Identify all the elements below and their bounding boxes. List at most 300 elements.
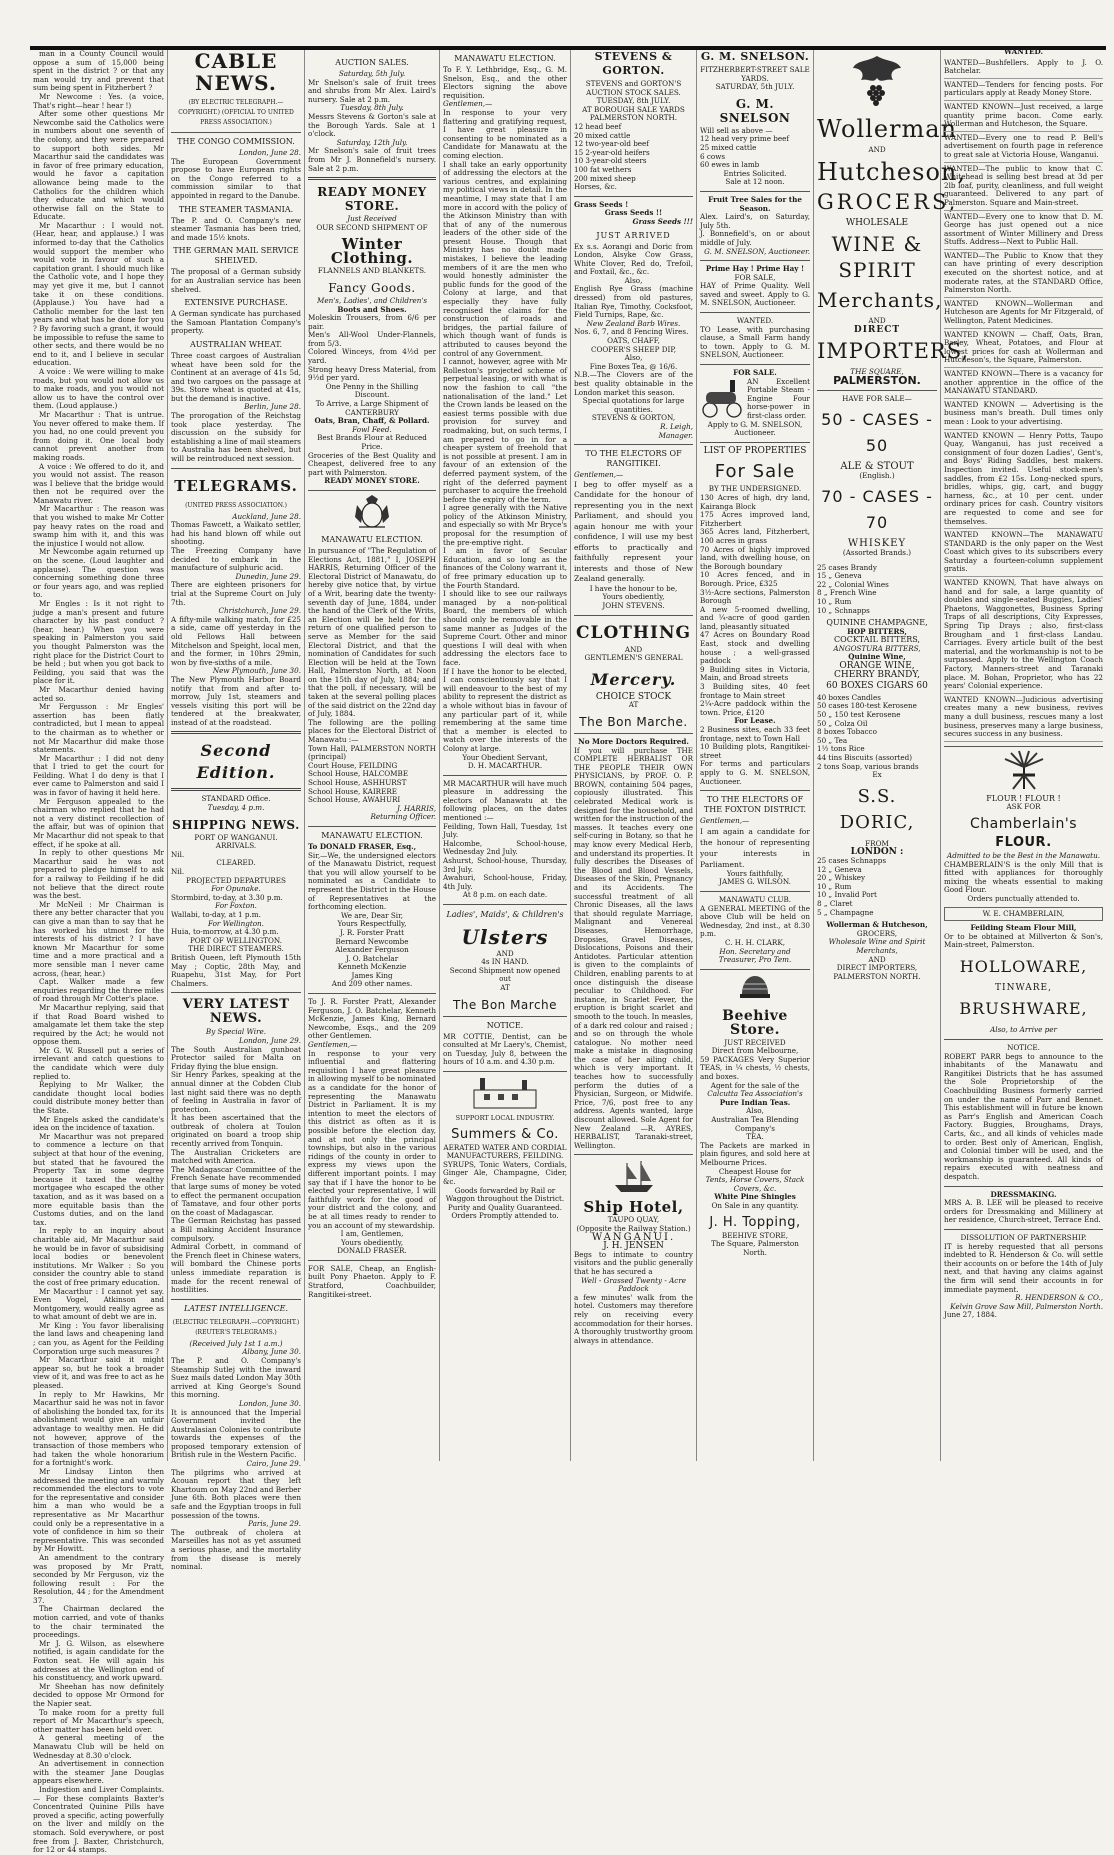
list-item: 2¼-Acre paddock within the town. Price, £120	[700, 699, 810, 717]
ad-line: GENTLEMEN'S GENERAL	[584, 653, 683, 663]
closing: Yours obediently,	[340, 1237, 404, 1247]
ad-line: Alex. Laird's, on Saturday, July 5th.	[700, 212, 810, 230]
stock-list	[700, 135, 810, 169]
ad-line: HOP BITTERS,	[847, 626, 907, 636]
ad-line: ASK FOR	[1006, 802, 1041, 812]
ad-line: Tents, Horse Covers, Stack Covers, &c.	[705, 1175, 805, 1193]
report-paragraph: Replying to Mr Walker, the candidate thought local bodies could distribute money better than the State.	[33, 1080, 164, 1116]
news-paragraph: The prorogation of the Reichstag took place yesterday. The discussion on the subsidy for establishing a line of mail steamers to Australia has been shelved, but will be reintroduced next session.	[171, 411, 301, 464]
ad-line: Just Received	[347, 214, 397, 224]
shipping-dest: For Wellington.	[208, 918, 264, 928]
shipping-line: British Queen, left Plymouth 15th May ; Coptic, 28th May, and Ruapehu, 31st May, for Port Chalmers.	[171, 952, 301, 988]
section-label: ARRIVALS.	[215, 841, 257, 851]
report-paragraph: Mr McNeil : Mr Chairman is there any better character that you can give a man than to say that he has worked his utmost for the interests of his district ? I have known Mr Macarthur for some time and a more practical and a more sensible man I never came across, (hear, hear.)	[33, 899, 164, 978]
news-subhead: (UNITED PRESS ASSOCIATION.)	[185, 501, 287, 509]
auction-text: Mr Snelson's sale of fruit trees from Mr J. Bonnefield's nursery. Sale at 2 p.m.	[308, 146, 436, 173]
telegrams-heading: TELEGRAMS.	[174, 476, 298, 495]
grocers-heading: GROCERS,	[817, 189, 959, 214]
signature: G. M. SNELSON, Auctioneer.	[704, 246, 810, 256]
cable-news-heading: CABLE NEWS.	[194, 49, 278, 95]
ad-line: STEVENS and GORTON'S	[585, 79, 682, 88]
ad-text: English Rye Grass (machine dressed) from old pastures, Italian Rye, Timothy, Cocksfoot, Field Turnips, Rape, &c.	[574, 284, 693, 320]
news-paragraph: It has been ascertained that the outbreak of cholera at Toulon originated on board a troop ship recently arrived from Tonquin.	[171, 1113, 301, 1149]
meeting-line: Awahuri, School-house, Friday, 4th July.	[443, 873, 567, 891]
chamberlain-heading: Chamberlain's	[970, 815, 1077, 832]
beehive-icon	[738, 974, 772, 1004]
ad-text: TO Lease, with purchasing clause, a Small Farm handy to town. Apply to G. M. SNELSON, Auctioneer.	[700, 324, 810, 360]
ad-line: (Assorted Brands.)	[842, 547, 912, 557]
election-heading: MANAWATU ELECTION.	[454, 54, 556, 63]
ad-line: Moleskin Trousers, from 6/6 per pair.	[308, 313, 436, 331]
ad-text: CHAMBERLAIN'S is the only Mill that is fitted with appliances for thoroughly mixing the wheats essential to making Good Flour.	[944, 859, 1103, 895]
list-item: WANTED KNOWN — Advertising is the business man's breath. Dull times only mean : Look to your advertising.	[944, 399, 1103, 430]
wine-spirit-heading: WINE & SPIRIT	[831, 232, 923, 283]
list-item: 2 tons Soap, various brands	[817, 761, 919, 771]
list-item: 10 „ Schnapps	[817, 605, 870, 615]
letter-text: I am in favor of Secular Education, and so long as the finances of the Colony warrant it, of free primary education up to the Fourth Standard.	[443, 546, 567, 590]
closing: Yours faithfully,	[726, 868, 784, 878]
meeting-line: Halcombe, School-house, Wednesday 2nd July.	[443, 838, 567, 857]
ad-line: AT	[628, 700, 639, 710]
ad-line: CHOICE STOCK	[595, 691, 672, 702]
notice-heading: NOTICE.	[486, 1020, 524, 1030]
list-item: 15 „ Geneva	[817, 571, 862, 581]
ad-line: Groceries of the Best Quality and Cheapest, delivered free to any part with Palmerston.	[308, 450, 436, 477]
signature-title: Hon. Secretary and Treasurer, Pro Tem.	[718, 946, 792, 965]
list-item: Horses, &c.	[574, 182, 617, 192]
report-paragraph: Mr Macarthur : I would not. (Hear, hear, and applause.) I was informed to-day that the Catholics would support the member who would vote in favour of such a capitation grant. I should much like the Catholic vote, and I hope they may yet give it me, but I cannot take it on these conditions. (Applause.) You have had a Catholic member for the last ten years and what has he done for you ? By favoring such a grant, it would be impossible to refuse the same to other sects, and there would be no end to it, and I believe in secular education.	[33, 220, 164, 368]
ad-text: N.B.—The Clovers are of the best quality obtainable in the London market this season.	[574, 370, 693, 397]
ad-line: CANTERBURY	[345, 407, 399, 417]
report-paragraph: Mr Macarthur : I cannot yet say. Even Vogel, Atkinson and Montgomery, would really agree as to what amount of debt we are in.	[33, 1286, 164, 1322]
ad-line: BEEHIVE STORE,	[721, 1230, 789, 1240]
news-paragraph: A fifty-mile walking match, for £25 a side, came off yesterday in the old Fellows Hall between Mitchelson and Speight, local men, and the former, in 10hrs 29min, won by five-sixths of a mile.	[171, 614, 301, 667]
report-paragraph: Mr Macarthur was not prepared to commence a lecture on that subject at that hour of the evening, but stated that he favoured the Property Tax in some degree because it taxed the wealthy mortgagee who escaped the other taxation, and as it was based on a more equitable basis than the Customs duties, and on the land tax.	[33, 1131, 164, 1227]
signature: STEVENS & GORTON,	[591, 413, 676, 423]
ad-line: HAVE FOR SALE—	[842, 393, 912, 403]
ad-line: (Opposite the Railway Station.)	[576, 1224, 691, 1233]
report-paragraph: Mr Macarthur replying, said that if that Road Board wished to amalgamate let them take the step required by the Act; he would not oppose them.	[33, 1002, 164, 1047]
ad-line: Orders Promptly attended to.	[451, 1211, 559, 1221]
list-item: James King	[351, 970, 393, 980]
ad-text: A thoroughly trustworthy groom always in attendance.	[574, 1327, 693, 1345]
list-item: 9 Building sites in Victoria, Main, and Broad streets	[700, 664, 810, 683]
section-label: (Received July 1st 1 a.m.)	[189, 1338, 283, 1348]
ad-line: OATS, CHAFF,	[607, 336, 660, 346]
ad-line: Cheapest House for	[718, 1166, 792, 1176]
report-paragraph: A general meeting of the Manawatu Club will be held on Wednesday at 8.30 o'clock.	[33, 1733, 164, 1760]
list-item: 2 Business sites, each 33 feet frontage, next to Town Hall	[700, 725, 810, 743]
ad-line: OUR SECOND SHIPMENT OF	[316, 222, 428, 232]
column-8	[941, 47, 1106, 1461]
list-item: 8 boxes Tobacco	[817, 727, 877, 737]
auction-heading: AUCTION SALES.	[335, 58, 409, 67]
list-item: WANTED—Bushfellers. Apply to J. O. Batchelar.	[944, 57, 1103, 79]
wanted-heading: WANTED.	[1003, 47, 1044, 56]
ad-line: GROCERS,	[856, 928, 898, 938]
ad-line: (English.)	[859, 470, 895, 480]
list-item: 5 „ Champagne	[817, 907, 874, 917]
ad-line: Also,	[624, 275, 643, 285]
brushware-heading: BRUSHWARE,	[959, 999, 1088, 1019]
ad-line: Apply to G. M. SNELSON, Auctioneer.	[707, 419, 803, 438]
news-paragraph: The Freezing Company have decided to embark in the manufacture of sulphuric acid.	[171, 546, 301, 573]
stevens-gorton-heading: STEVENS & GORTON.	[594, 50, 673, 77]
ad-line: TEA.	[746, 1132, 764, 1142]
list-item: Bernard Newcombe	[335, 936, 409, 946]
signature: J. HARRIS,	[397, 803, 436, 813]
letter-text: I should like to see our railways managed by a non-political Board, the members of which should only be removable in the same manner as Judges of the Supreme Court. Other and minor questions I will deal with when addressing the electors face to face.	[443, 589, 567, 667]
shipping-line: Nil.	[171, 849, 185, 859]
signers-list	[308, 929, 436, 989]
shipping-line: Huia, to-morrow, at 4.30 p.m.	[171, 927, 279, 937]
list-item: 130 Acres of high, dry land, Kairanga Block	[700, 492, 810, 511]
signature: R. HENDERSON & CO.,	[1015, 1293, 1103, 1303]
ad-line: FOR SALE,	[734, 272, 776, 282]
ad-text: For terms and particulars apply to G. M. SNELSON, Auctioneer.	[700, 759, 810, 786]
ad-text: If you will purchase THE COMPLETE HERBALIST OR THE PEOPLE THEIR OWN PHYSICIANS, by PROF. O. P. BROWN, containing 504 pages, copiously illustrated. This celebrated Medical work is designed for the household, and written for the instruction of the masses. It teaches every one self-curing in Botany, so that he may know every Medical Herb, and understand its properties. It fully describes the Diseases of the Blood and Blood Vessels, Diseases of the Skin, Pregnancy and its Accidents. The successful treatment of all Chronic Diseases, all the laws that should regulate Marriage, Malignant and Venereal Diseases, Hemorrhage, Dropsies, Gravel Diseases, Dislocations, Poisons and their Antidotes. Particular attention is given to the complaints of Children, enabling parents to at once distinguish the disease peculiar to Childhood. For instance, in Scarlet Fever, the eruption is bright scarlet and smooth to the touch. In measles, of a dark red colour and raised ; and so on through the whole catalogue. No mother need make a mistake in diagnosing the case of her ailing child, which is very important. It teaches how to successfully perform the duties of a Physician, Surgeon, or Midwife. Price, 7/6, post free to any address. Agents wanted, large discount allowed. Sole Agent for New Zealand —R. AYRES, HERBALIST, Taranaki-street, Wellington.	[574, 745, 693, 1150]
ad-line: Purity and Quality Guaranteed.	[447, 1202, 563, 1212]
dateline: Berlin, June 28.	[244, 402, 301, 412]
report-paragraph: Mr Macarthur : I did not deny that I tried to get the court for Feilding. What I do deny is that I ever came to Palmerston and said I was in favor of having it held here.	[33, 753, 164, 798]
column-2	[168, 49, 305, 1572]
clothing-heading: CLOTHING	[575, 622, 691, 643]
list-item: WANTED—Every one to read P. Bell's advertisement on fourth page in reference to great sale at Victoria House, Wanganui.	[944, 132, 1103, 163]
ad-line: 60 BOXES CIGARS 60	[826, 681, 928, 692]
news-paragraph: The New Plymouth Harbor Board notify that from and after to-morrow, July 1st, steamers and vessels visiting this port will be tendered at the breakwater, instead of at the roadstead.	[171, 674, 301, 727]
port-title: PORT OF WELLINGTON.	[189, 935, 283, 945]
ad-text: 59 PACKAGES Very Superior TEAS, in ¼ chests, ½ chests, and boxes.	[700, 1054, 810, 1082]
stock-list	[574, 123, 693, 192]
list-item: 50 cases 180-test Kerosene	[817, 701, 917, 711]
signature: R. Leigh,	[660, 421, 693, 431]
report-paragraph: Mr G. W. Russell put a series of irrelevant and catch questions to the candidate which were duly replied to.	[33, 1045, 164, 1081]
ad-line: Oats, Bran, Chaff, & Pollard.	[314, 416, 430, 426]
notice-heading: NOTICE.	[1007, 1043, 1040, 1053]
ad-line: TUESDAY, 8th JULY.	[596, 96, 671, 106]
closing: Yours Respectfully,	[337, 919, 407, 929]
lease-list	[700, 726, 810, 760]
list-item: 47 Acres on Boundary Road East, stock and dwelling house ; a well-grassed paddock	[700, 630, 810, 666]
report-paragraph: Capt. Walker made a few enquiries regarding the three miles of road through Mr Cotter's place.	[33, 977, 164, 1004]
letter-text: I beg to offer myself as a Candidate for the honour of representing you in the next Parliament, and should you again honour me with your confidence, I will use my best efforts to practically and faithfully represent your interests and those of New Zealand generally.	[574, 479, 693, 584]
list-item: 25 cases Schnapps	[817, 855, 887, 865]
news-title: THE GERMAN MAIL SERVICE SHELVED.	[173, 246, 299, 266]
ss-doric-heading: S.S. DORIC,	[839, 785, 915, 833]
ad-line: Men's All-Wool Under-Flannels, from 5/3.	[308, 330, 436, 348]
office-line: STANDARD Office.	[201, 794, 271, 804]
ad-heading: For Lease.	[734, 716, 776, 726]
ad-line: FLOUR ! FLOUR !	[986, 793, 1061, 803]
news-title: LATEST INTELLIGENCE.	[183, 1303, 289, 1313]
list-item: 20 mixed cattle	[574, 130, 631, 140]
section-label: PROJECTED DEPARTURES	[186, 875, 286, 885]
shipping-dest: For Opunake.	[211, 884, 261, 894]
report-paragraph: Mr Newcome : Yes. (a voice, That's right—hear ! hear !)	[33, 91, 164, 110]
list-item: 10 „ Rum	[817, 596, 852, 606]
address-line: To F. Y. Lethbridge, Esq., G. M. Snelson, Esq., and the other Electors signing the above requisition.	[443, 65, 567, 100]
report-paragraph: In reply to other questions Mr Macarthur said he was not prepared to pledge himself to ask for a railway to Feilding if he did not believe that the direct route was the best.	[33, 848, 164, 901]
list-item: WANTED KNOWN — Chaff, Oats, Bran, Barley, Wheat, Potatoes, and Flour at lowest prices for cash at Wollerman and Hutcheson's, the Square, Palmerston.	[944, 329, 1103, 368]
ad-line: LONDON :	[850, 847, 904, 858]
ad-line: AND	[868, 316, 886, 326]
ad-line: Special quotations for large quantities.	[582, 396, 685, 414]
news-paragraph: Sir Henry Parkes, speaking at the annual dinner at the Cobden Club last night said there was no depth of feeling in Australia in favor of protection.	[171, 1070, 301, 1114]
list-item: WANTED KNOWN—Wollerman and Hutcheson are Agents for Mr Fitzgerald, of Wellington, Patent Medicines.	[944, 298, 1103, 329]
dateline: London, June 29.	[239, 1035, 301, 1045]
ad-line: W. E. CHAMBERLAIN,	[944, 907, 1103, 922]
report-paragraph: A voice : We were willing to make roads, but you would not allow us to make roads, and you would not allow us to have the control over them. (Loud applause.)	[33, 366, 164, 411]
list-item: WANTED—The Public to Know that they can have printing of every description executed on the shortest notice, and at moderate rates, at the STANDARD Office, Palmerston North.	[944, 250, 1103, 298]
list-heading: LIST OF PROPERTIES	[703, 445, 807, 456]
ad-line: SATURDAY, 5th JULY.	[715, 82, 795, 92]
ad-line: One Penny in the Shilling Discount.	[325, 381, 419, 400]
bon-marche-heading: The Bon Marche	[452, 997, 558, 1012]
list-item: Town Hall, PALMERSTON NORTH (principal)	[308, 743, 436, 762]
ad-line: AND	[868, 954, 886, 964]
ad-name: G. M. SNELSON	[719, 96, 791, 125]
meeting-line: Ashurst, School-house, Thursday, 3rd July.	[443, 856, 567, 874]
ad-line: BY THE UNDERSIGNED.	[708, 484, 802, 494]
list-item: And 209 other names.	[331, 979, 413, 989]
ship-hotel-heading: Ship Hotel,	[583, 1198, 684, 1217]
list-item: 12 head very prime beef	[700, 134, 790, 144]
list-item: 10 3-year-old steers	[574, 156, 647, 166]
importers-heading: IMPORTERS,	[817, 339, 970, 364]
ad-line: WHOLESALE	[845, 217, 909, 228]
factory-illustration-icon	[470, 1076, 540, 1110]
list-item: 60 ewes in lamb	[700, 160, 760, 170]
notice-text: ROBERT PARR begs to announce to the inhabitants of the Manawatu and Rangitikei Districts that he has assumed the Sole Proprietorship of the Coachbuilding Business formerly carried on under the name of Parr and Bennet. This establishment will in future be known as Parr's English and American Coach Factory. Buggies, Broughams, Drays, Carts, &c., and all kinds of vehicles made to order. Best only of American, English, and Colonial timber will be used, and the workmanship is guaranteed. All kinds of repairs executed with neatness and despatch.	[944, 1051, 1103, 1181]
list-item: School House, ASHHURST	[308, 778, 407, 787]
section-label: CLEARED.	[216, 858, 256, 868]
list-item: 12 two-year-old beef	[574, 139, 649, 149]
report-paragraph: To make room for a pretty full report of Mr Macarthur's speech, other matter has been held over.	[33, 1707, 164, 1734]
news-title: THE STEAMER TASMANIA.	[178, 204, 294, 214]
report-paragraph: An advertisement in connection with the steamer Jane Douglas appears elsewhere.	[33, 1759, 164, 1786]
ad-line: On Sale in any quantity.	[711, 1200, 799, 1210]
dateline: Paris, June 29.	[248, 1519, 301, 1529]
auction-date: Tuesday, 8th July.	[340, 103, 404, 113]
list-item: 200 mixed sheep	[574, 173, 636, 183]
port-title: PORT OF WANGANUI.	[194, 832, 278, 842]
column-4	[440, 50, 571, 1461]
electors-heading: TO THE ELECTORS OF RANGITIKEI.	[585, 449, 682, 469]
dateline: Auckland, June 28.	[232, 511, 301, 521]
ad-line: READY MONEY STORE.	[324, 476, 420, 486]
cases-50-heading: 50 - CASES - 50	[821, 410, 933, 456]
hutcheson-heading: Hutcheson,	[817, 157, 966, 186]
report-paragraph: Mr Engels asked the candidate's idea on the incidence of taxation.	[33, 1114, 164, 1133]
meeting-line: At 8 p.m. on each date.	[462, 890, 548, 900]
signature: JAMES G. WILSON.	[719, 877, 791, 887]
winter-clothing-heading: Winter Clothing.	[330, 235, 414, 268]
ad-line: AND	[624, 644, 643, 654]
report-paragraph: The Chairman declared the motion carried, and vote of thanks to the chair terminated the proceedings.	[33, 1604, 164, 1640]
ad-line: New Zealand Barb Wires.	[586, 318, 681, 328]
ad-line: Direct from Melbourne,	[711, 1046, 799, 1056]
news-paragraph: Three coast cargoes of Australian wheat have been sold for the Continent at an average of 41s 5d, and two cargoes on the passage at 39s. Store wheat is quoted at 41s, but the demand is inactive.	[171, 350, 301, 403]
list-item: 50 „ Tea	[817, 735, 848, 745]
list-item: 70 Acres of highly improved land, with dwelling house, on the Borough boundary	[700, 544, 810, 571]
dateline: Dunedin, June 29.	[235, 571, 301, 581]
address-line: To DONALD FRASER, Esq.,	[308, 841, 417, 851]
ad-line: Wollerman & Hutcheson,	[826, 920, 928, 930]
ad-line: COCKTAIL BITTERS,	[834, 635, 920, 645]
ad-text: IT is hereby requested that all persons indebted to R. Henderson & Co. will settle their accounts on or before the 14th of July next, and that having any claims against the firm will send their accounts in for immediate payment.	[944, 1241, 1103, 1294]
signature-title: Kelvin Grove Saw Mill, Palmerston North.	[950, 1301, 1103, 1311]
news-subhead: (ELECTRIC TELEGRAPH.—COPYRIGHT.) (REUTER'S TELEGRAMS.)	[172, 1318, 300, 1336]
list-item: 10 „ Rum	[817, 881, 852, 891]
ad-line: Ex	[872, 770, 882, 780]
ad-line: Grass Seeds !!!	[632, 216, 693, 226]
list-item: 3½-Acre sections, Palmerston Borough	[700, 587, 810, 606]
letter-text: I agree generally with the Native policy of the Atkinson Ministry, and especially so with Mr Bryce's proposal for the resumption of the pre-emptive right.	[443, 503, 567, 547]
closing: I have the honour to be,	[589, 583, 678, 593]
ad-text: Or to be obtained at Millverton & Son's, Main-street, Palmerston.	[944, 931, 1103, 950]
dateline: London, June 28.	[239, 148, 301, 157]
ad-line: Strong heavy Dress Material, from 9½d per yard.	[308, 364, 436, 383]
flour-heading: FLOUR.	[995, 834, 1052, 850]
ad-line: DIRECT	[853, 324, 901, 335]
ad-heading: Fruit Tree Sales for the Season.	[708, 194, 802, 213]
ad-line: JUST ARRIVED	[596, 230, 671, 240]
royal-crest-icon	[351, 495, 393, 531]
closing: Yours obediently,	[602, 592, 665, 602]
list-item: A new 5-roomed dwelling, and ¼-acre of good garden land, pleasantly situated	[700, 604, 810, 631]
report-paragraph: Mr Newcombe again returned up on the scene. (Loud laughter and applause). The question was concerning something done three or four years ago, and was replied to.	[33, 547, 164, 600]
ad-line: AT BOROUGH SALE YARDS	[582, 104, 685, 114]
mercery-heading: Mercery.	[590, 669, 677, 689]
ad-line: J. H. JENSEN	[603, 1241, 664, 1252]
election-notice-text: In pursuance of "The Regulation of Elections Act, 1881," I, JOSEPH HARRIS, Returning Officer of the Electoral District of Manawatu, do hereby give notice that, by virtue of a Writ, bearing date the twenty-seventh day of June, 1884, under the hand of the Clerk of the Writs, an Election will be held for the return of one qualified person to serve as Member for the said Electoral District, and that the nomination of Candidates for such Election will be held at the Town Hall, Palmerston North, at Noon on the 15th day of July, 1884; and that the poll, if necessary, will be taken at the several polling places of the said district on the 22nd day of July, 1884.	[308, 545, 436, 719]
ad-line: Also,	[624, 353, 643, 363]
auction-date: Saturday, 12th July.	[336, 137, 408, 147]
section-label: By Special Wire.	[205, 1027, 267, 1037]
summers-heading: Summers & Co.	[451, 1126, 559, 1142]
column-6	[697, 50, 814, 1461]
second-edition-heading: Second Edition.	[196, 741, 276, 783]
ad-line: Second Shipment now opened out	[449, 965, 561, 984]
requisition-text: Sir,—We, the undersigned electors of the Manawatu District, request that you will allow yourself to be nominated as a Candidate to represent the District in the House of Representatives at the forthcoming election.	[308, 850, 436, 912]
ad-line: ANGOSTURA BITTERS,	[833, 643, 921, 653]
reply-address: To J. R. Forster Pratt, Alexander Ferguson, J. O. Batchelar, Kenneth McKenzie, James King, Bernard Newcombe, Esqs., and the 209 other Gentlemen.	[308, 997, 436, 1041]
list-item: School House, KAIRERE	[308, 786, 397, 796]
shipping-line: Nil.	[171, 867, 185, 877]
ad-line: Entries Solicited.	[723, 168, 787, 178]
news-paragraph: The Madagascar Committee of the French Senate have recommended that large sums of money be voted to effect the permanent occupation of Tamatave, and four other ports on the coast of Madagascar.	[171, 1164, 301, 1217]
shipping-line: Wallabi, to-day, at 1 p.m.	[171, 910, 261, 919]
list-item: WANTED KNOWN—There is a vacancy for another apprentice in the office of the MANAWATU STANDARD.	[944, 368, 1103, 399]
salutation: Gentlemen,—	[700, 816, 750, 826]
report-paragraph: Mr Engles : Is it not right to judge a man's present and future character by his past conduct ? (hear, hear.) When you were speaking in Palmerston you said you thought Palmerston was the right place for the District Court to be held ; but when you got back to Feilding, you said that was the place for it.	[33, 599, 164, 686]
ad-line: JUST RECEIVED	[724, 1037, 786, 1047]
wanted-ads-list	[944, 57, 1103, 742]
ad-line: Grass Seeds !	[574, 199, 629, 209]
ad-heading: No More Doctors Required.	[578, 736, 689, 746]
salutation: Gentlemen,—	[443, 99, 493, 109]
closing: We are, Dear Sir,	[340, 910, 404, 920]
election-notice-text: The following are the polling places for the Electoral District of Manawatu :—	[308, 717, 436, 745]
notice-text: MR COTTIE, Dentist, can be consulted at Mr Laery's, Chemist, on Tuesday, July 8, between the hours of 10 a.m. and 4.30 p.m.	[443, 1031, 567, 1067]
list-item: 1½ tons Rice	[817, 744, 865, 754]
ad-line: AND	[868, 145, 886, 154]
ad-line: ORANGE WINE,	[839, 661, 915, 672]
list-item: 50 „ 150 test Kerosene	[817, 710, 901, 720]
ad-line: Fowl Feed.	[352, 424, 392, 434]
ship-icon	[611, 1159, 657, 1195]
list-item: 25 mixed cattle	[700, 142, 757, 152]
ad-line: Sale at 12 noon.	[725, 177, 785, 187]
ad-line: AT	[500, 982, 510, 992]
auction-text: Messrs Stevens & Gorton's sale at the Borough Yards. Sale at 1 o'clock.	[308, 111, 436, 139]
ad-line: SYRUPS, Tonic Waters, Cordials, Ginger Ale, Champagne, Cider, &c.	[443, 1159, 567, 1186]
ad-line: Also, to Arrive per	[990, 1025, 1057, 1035]
ad-heading: DISSOLUTION OF PARTNERSHIP.	[960, 1232, 1087, 1242]
list-item: WANTED KNOWN — Henry Potts, Taupo Quay, Wanganui, has just received a consignment of four dozen Ladies', Gent's, and Boys' Riding Saddles, best makers. Inspection invited. Useful stock-men's saddles, from £2 15s. Long-necked spurs, bridles, whips, gig, cart, and buggy harness, &c., at 10 per cent. under ordinary prices for cash. Country visitors are requested to come and see for themselves.	[944, 430, 1103, 530]
list-item: 25 cases Brandy	[817, 562, 877, 572]
list-item: 10 „ Invalid Port	[817, 890, 877, 900]
ad-text: Begs to intimate to country visitors and the public generally that he has secured a	[574, 1249, 693, 1276]
signature: JOHN STEVENS.	[602, 600, 665, 610]
list-item: WANTED—Every one to know that D. M. George has just opened out a nice assortment of Winter Millinery and Dress Stuffs. Address—Next to Public Hall.	[944, 211, 1103, 250]
news-paragraph: The outbreak of cholera at Marseilles has not as yet assumed a serious phase, and the mortality from the disease is merely nominal.	[171, 1527, 301, 1572]
ad-line: Best Brands Flour at Reduced Price.	[317, 433, 427, 451]
ulsters-heading: Ulsters	[461, 924, 549, 949]
column-1	[30, 49, 168, 1855]
ad-line: TINWARE,	[995, 982, 1052, 993]
very-latest-heading: VERY LATEST NEWS.	[182, 997, 290, 1027]
report-paragraph: In reply to Mr Hawkins, Mr Macarthur said he was not in favor of abolishing the bonded tax, for its abolishment would give an unfair advantage to wealthy men. He did not however, approve of the transaction of those members who had taken the whole honorarium for a fortnight's work.	[33, 1389, 164, 1468]
news-paragraph: There are eighteen prisoners for trial at the Supreme Court on July 7th.	[171, 580, 301, 607]
ad-line: Grass Seeds !!	[604, 208, 663, 218]
ad-line: Colored Winceys, from 4½d per yard.	[308, 347, 436, 366]
dateline: New Plymouth, June 30.	[212, 666, 301, 676]
list-item: Court House, FEILDING	[308, 760, 398, 770]
dateline: Christchurch, June 29.	[218, 606, 301, 616]
section-label: THE DIRECT STEAMERS.	[188, 944, 284, 954]
ad-line: Also,	[746, 1106, 764, 1116]
list-item: 44 tins Biscuits (assorted)	[817, 753, 913, 762]
report-paragraph: In reply to an inquiry about charitable aid, Mr Macarthur said he would be in favor of subsidising local bodies or benevolent institutions. Mr Walker : So you consider the country able to stand the cost of free primary education.	[33, 1226, 164, 1287]
ad-line: Wholesale Wine and Spirit	[828, 937, 926, 947]
signature-title: Manager.	[658, 430, 693, 440]
auction-text: Mr Snelson's sale of fruit trees and shrubs from Mr Alex. Laird's nursery. Sale at 2 p.m.	[308, 77, 436, 104]
report-paragraph: Mr Macarthur : That is untrue. You never offered to make them. If you had, no one could prevent you from doing it. One local body cannot prevent another from making roads.	[33, 409, 164, 462]
news-paragraph: A German syndicate has purchased the Samoan Plantation Company's property.	[171, 309, 301, 336]
news-title: EXTENSIVE PURCHASE.	[184, 298, 288, 308]
ad-line: Feilding Steam Flour Mill,	[970, 923, 1077, 933]
ad-line: Men's, Ladies', and Children's	[316, 295, 428, 305]
ad-text: AN Excellent Portable Steam - Engine Four horse-power in first-class order.	[747, 376, 810, 420]
list-item: WANTED KNOWN—Just received, a large quantity prime bacon. Come early. Wollerman and Hutcheson, the Square.	[944, 101, 1103, 132]
ad-line: AND	[496, 948, 514, 958]
topping-heading: J. H. Topping,	[709, 1214, 801, 1230]
list-item: 40 boxes Candles	[817, 692, 881, 702]
report-paragraph: Mr J. G. Wilson, as elsewhere notified, is again candidate for the Foxton seat. He will again his addresses at the Wellington end of his constituency, and work upward.	[33, 1638, 164, 1683]
ad-text: HAY of Prime Quality. Well saved and sweet. Apply to G. M. SNELSON, Auctioneer.	[700, 281, 810, 308]
ad-line: FITZHERBERT-STREET SALE YARDS.	[700, 65, 810, 83]
list-item: WANTED—The public to know that C. Whitehead is selling best bread at 3d per 2lb loaf, purity, cleanliness, and full weight guaranteed. Delivered to any part of Palmerston. Square and Main-street.	[944, 163, 1103, 211]
ad-line: Agent for the sale of the	[710, 1080, 800, 1090]
groceries-list	[817, 694, 937, 771]
news-paragraph: The pilgrims who arrived at Acouan report that they left Khartoum on May 22nd and Berber June 6th. Both places were then safe and the Egyptian troops in full possession of the towns.	[171, 1467, 301, 1520]
signature: D. H. MACARTHUR.	[467, 761, 543, 771]
report-paragraph: Mr Macarthur : The reason was that you wished to make Mr Cotter pay heavy rates on the road and swamp him with it, and this was the injustice I would not allow.	[33, 504, 164, 548]
report-paragraph: Mr King : You favor liberalising the land laws and cheapening land ; can you, as Agent for the Feilding Corporation urge such measures ?	[33, 1320, 164, 1356]
report-paragraph: Mr Fergusson : Mr Engles' assertion has been flatly contradicted, but I mean to appeal to the chairman as to whether or not Mr Macarthur did make those statements.	[33, 702, 164, 755]
ad-line: WANGANUI.	[591, 1231, 676, 1243]
